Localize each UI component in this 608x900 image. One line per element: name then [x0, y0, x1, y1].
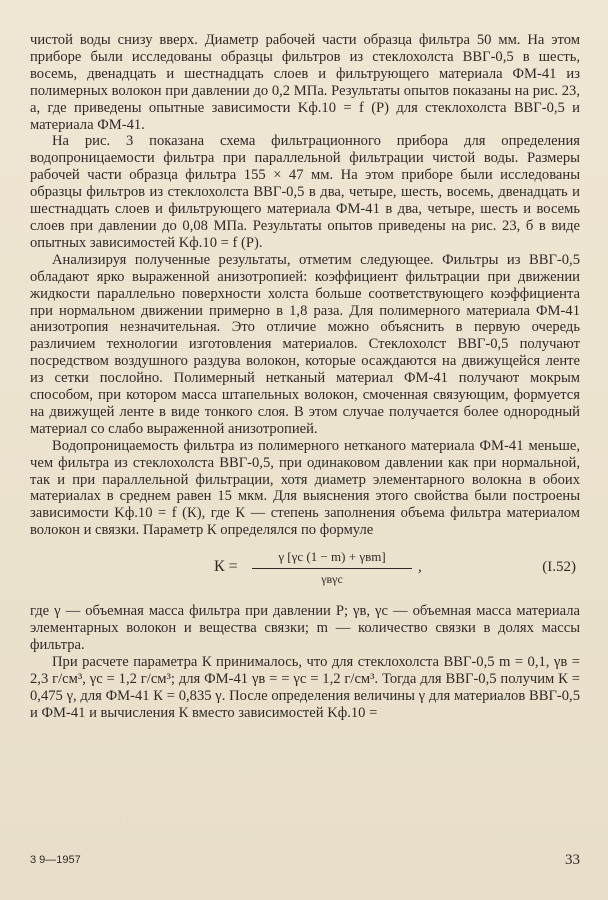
- paragraph-6: При расчете параметра К принималось, что для стеклохолста ВВГ-0,5 m = 0,1, γв = 2,3 г/см³, γс = 1,2 г/см³; для ФМ-41 γв = = γс = 1,2 г/см³. Тогда для ВВГ-0,5 получим К = 0,475 γ, для ФМ-41 К = 0,835 γ. После определения величины γ для материалов ВВГ-0,5 и ФМ-41 и вычисления К вместо зависимостей Kф.10 =: [30, 653, 580, 721]
- paragraph-3: Анализируя полученные результаты, отметим следующее. Фильтры из ВВГ-0,5 обладают ярко выраженной анизотропией: коэффициент фильтрации при движении жидкости параллельно поверхности холста больше соответствующего коэффициента при нормальном движении примерно в 1,8 раза. Для полимерного материала ФМ-41 анизотропия незначительная. Это отличие можно объяснить в первую очередь различием технологии изготовления материалов. Стеклохолст ВВГ-0,5 получают посредством воздушного раздува волокон, которые осаждаются на движущейся ленте из сетки послойно. Полимерный нетканый материал ФМ-41 получают мокрым способом, при котором масса штапельных волокон, смоченная связующим, формуется на движущей ленте в виде тонкого слоя. В этом случае получается более однородный материал со слабо выраженной анизотропией.: [30, 251, 580, 437]
- formula-fraction: [252, 549, 412, 588]
- paragraph-4: Водопроницаемость фильтра из полимерного нетканого материала ФМ-41 меньше, чем фильтра из стеклохолста ВВГ-0,5, при одинаковом давлении как при нормальной, так и при параллельной фильтрации, хотя диаметр элементарного волокна в обоих материалах в среднем равен 15 мкм. Для выяснения этого свойства были построены зависимости Kф.10 = f (К), где К — степень заполнения объема фильтра материалом волокон и связки. Параметр К определялся по формуле: [30, 437, 580, 539]
- printer-signature: 3 9—1957: [30, 854, 81, 866]
- formula-lhs: К =: [214, 558, 238, 576]
- formula-denominator: γвγс: [321, 572, 343, 587]
- formula-comma: ,: [418, 559, 422, 576]
- paragraph-2: На рис. 3 показана схема фильтрационного прибора для определения водопроницаемости фильтра при параллельной фильтрации чистой воды. Размеры рабочей части образца фильтра 155 × 47 мм. На этом приборе были исследованы образцы фильтров из стеклохолста ВВГ-0,5 в два, четыре, шесть, восемь, двенадцать и шестнадцать слоев и фильтрующего материала ФМ-41 в два, четыре, шесть и восемь слоев при давлении до 0,08 МПа. Результаты опытов приведены на рис. 23, б в виде опытных зависимостей Kф.10 = f (P).: [30, 133, 580, 251]
- page-text: [30, 32, 580, 722]
- formula-i52: [30, 549, 580, 595]
- paragraph-1: чистой воды снизу вверх. Диаметр рабочей части образца фильтра 50 мм. На этом приборе были исследованы образцы фильтров из стеклохолста ВВГ-0,5 в шесть, восемь, двенадцать и шестнадцать слоев и фильтрующего материала ФМ-41 из полимерных волокон при давлении до 0,2 МПа. Результаты опытов показаны на рис. 23, а, где приведены опытные зависимости Kф.10 = f (P) для стеклохолста ВВГ-0,5 и материала ФМ-41.: [30, 32, 580, 133]
- page-footer: [30, 852, 580, 872]
- formula-number: (I.52): [542, 559, 576, 576]
- page-number: 33: [565, 852, 580, 868]
- formula-numerator: γ [γс (1 − m) + γвm]: [252, 549, 412, 569]
- paragraph-5: где γ — объемная масса фильтра при давлении P; γв, γс — объемная масса материала элементарных волокон и вещества связки; m — количество связки в долях массы фильтра.: [30, 603, 580, 653]
